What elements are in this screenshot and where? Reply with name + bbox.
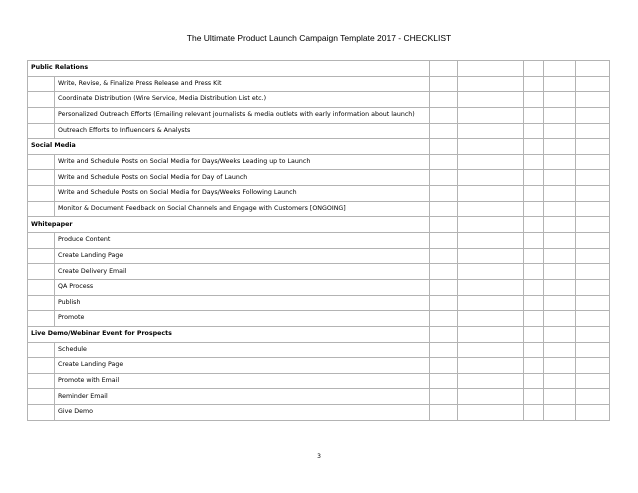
status-cell[interactable] <box>524 279 544 295</box>
status-cell[interactable] <box>576 76 610 92</box>
task-row <box>28 358 610 374</box>
status-cell[interactable] <box>458 170 524 186</box>
indent-cell <box>28 295 55 311</box>
status-cell[interactable] <box>576 295 610 311</box>
status-cell[interactable] <box>430 405 458 421</box>
status-cell[interactable] <box>576 233 610 249</box>
task-row <box>28 233 610 249</box>
task-label: Reminder Email <box>55 389 430 405</box>
status-cell[interactable] <box>576 342 610 358</box>
status-cell[interactable] <box>544 107 576 123</box>
status-cell[interactable] <box>430 373 458 389</box>
status-cell[interactable] <box>576 248 610 264</box>
status-cell[interactable] <box>524 295 544 311</box>
status-cell[interactable] <box>524 405 544 421</box>
status-cell[interactable] <box>576 201 610 217</box>
status-cell[interactable] <box>524 248 544 264</box>
indent-cell <box>28 233 55 249</box>
status-cell[interactable] <box>544 326 576 342</box>
status-cell[interactable] <box>458 405 524 421</box>
status-cell[interactable] <box>430 170 458 186</box>
status-cell[interactable] <box>544 233 576 249</box>
task-label: Write, Revise, & Finalize Press Release and Press Kit <box>55 76 430 92</box>
task-label: Create Landing Page <box>55 248 430 264</box>
task-row <box>28 342 610 358</box>
status-cell[interactable] <box>524 233 544 249</box>
status-cell[interactable] <box>576 61 610 77</box>
indent-cell <box>28 311 55 327</box>
status-cell[interactable] <box>458 326 524 342</box>
status-cell[interactable] <box>430 107 458 123</box>
task-row <box>28 154 610 170</box>
task-row <box>28 170 610 186</box>
status-cell[interactable] <box>458 186 524 202</box>
indent-cell <box>28 342 55 358</box>
status-cell[interactable] <box>524 326 544 342</box>
status-cell[interactable] <box>430 61 458 77</box>
indent-cell <box>28 248 55 264</box>
task-label: Create Landing Page <box>55 358 430 374</box>
task-label: Schedule <box>55 342 430 358</box>
section-label: Live Demo/Webinar Event for Prospects <box>28 326 430 342</box>
status-cell[interactable] <box>544 186 576 202</box>
section-header-row <box>28 217 610 233</box>
status-cell[interactable] <box>430 92 458 108</box>
status-cell[interactable] <box>544 311 576 327</box>
status-cell[interactable] <box>430 279 458 295</box>
indent-cell <box>28 201 55 217</box>
task-row <box>28 279 610 295</box>
status-cell[interactable] <box>430 123 458 139</box>
status-cell[interactable] <box>576 186 610 202</box>
status-cell[interactable] <box>576 107 610 123</box>
task-label: Monitor & Document Feedback on Social Channels and Engage with Customers [ONGOING] <box>55 201 430 217</box>
task-row <box>28 107 610 123</box>
status-cell[interactable] <box>524 264 544 280</box>
status-cell[interactable] <box>458 373 524 389</box>
section-label: Social Media <box>28 139 430 155</box>
status-cell[interactable] <box>524 123 544 139</box>
indent-cell <box>28 107 55 123</box>
indent-cell <box>28 405 55 421</box>
status-cell[interactable] <box>544 373 576 389</box>
status-cell[interactable] <box>430 233 458 249</box>
status-cell[interactable] <box>430 295 458 311</box>
status-cell[interactable] <box>524 92 544 108</box>
status-cell[interactable] <box>430 342 458 358</box>
status-cell[interactable] <box>544 170 576 186</box>
status-cell[interactable] <box>458 154 524 170</box>
status-cell[interactable] <box>458 107 524 123</box>
status-cell[interactable] <box>524 358 544 374</box>
task-label: Publish <box>55 295 430 311</box>
task-label: Promote <box>55 311 430 327</box>
status-cell[interactable] <box>544 92 576 108</box>
status-cell[interactable] <box>524 311 544 327</box>
status-cell[interactable] <box>524 154 544 170</box>
status-cell[interactable] <box>576 154 610 170</box>
status-cell[interactable] <box>430 139 458 155</box>
status-cell[interactable] <box>430 389 458 405</box>
status-cell[interactable] <box>524 373 544 389</box>
status-cell[interactable] <box>544 342 576 358</box>
status-cell[interactable] <box>524 76 544 92</box>
status-cell[interactable] <box>524 107 544 123</box>
status-cell[interactable] <box>544 358 576 374</box>
status-cell[interactable] <box>458 201 524 217</box>
status-cell[interactable] <box>430 201 458 217</box>
status-cell[interactable] <box>524 389 544 405</box>
task-label: Write and Schedule Posts on Social Media for Day of Launch <box>55 170 430 186</box>
task-label: Create Delivery Email <box>55 264 430 280</box>
status-cell[interactable] <box>524 61 544 77</box>
task-row <box>28 186 610 202</box>
indent-cell <box>28 389 55 405</box>
status-cell[interactable] <box>524 217 544 233</box>
status-cell[interactable] <box>544 248 576 264</box>
task-row <box>28 311 610 327</box>
task-row <box>28 92 610 108</box>
task-label: QA Process <box>55 279 430 295</box>
section-header-row <box>28 61 610 77</box>
task-row <box>28 389 610 405</box>
indent-cell <box>28 264 55 280</box>
status-cell[interactable] <box>430 326 458 342</box>
indent-cell <box>28 170 55 186</box>
status-cell[interactable] <box>430 358 458 374</box>
status-cell[interactable] <box>458 233 524 249</box>
status-cell[interactable] <box>544 389 576 405</box>
indent-cell <box>28 92 55 108</box>
page-number: 3 <box>317 453 321 460</box>
status-cell[interactable] <box>544 139 576 155</box>
status-cell[interactable] <box>458 61 524 77</box>
status-cell[interactable] <box>576 139 610 155</box>
indent-cell <box>28 123 55 139</box>
status-cell[interactable] <box>576 217 610 233</box>
status-cell[interactable] <box>544 76 576 92</box>
task-row <box>28 248 610 264</box>
status-cell[interactable] <box>458 139 524 155</box>
status-cell[interactable] <box>576 389 610 405</box>
status-cell[interactable] <box>576 373 610 389</box>
status-cell[interactable] <box>458 358 524 374</box>
status-cell[interactable] <box>524 186 544 202</box>
status-cell[interactable] <box>576 326 610 342</box>
task-label: Coordinate Distribution (Wire Service, Media Distribution List etc.) <box>55 92 430 108</box>
task-label: Personalized Outreach Efforts (Emailing relevant journalists & media outlets with early information about launch) <box>55 107 430 123</box>
section-label: Public Relations <box>28 61 430 77</box>
status-cell[interactable] <box>458 217 524 233</box>
status-cell[interactable] <box>458 342 524 358</box>
status-cell[interactable] <box>544 123 576 139</box>
status-cell[interactable] <box>576 311 610 327</box>
section-header-row <box>28 139 610 155</box>
status-cell[interactable] <box>576 405 610 421</box>
status-cell[interactable] <box>430 76 458 92</box>
status-cell[interactable] <box>544 61 576 77</box>
status-cell[interactable] <box>576 92 610 108</box>
document-title: The Ultimate Product Launch Campaign Template 2017 - CHECKLIST <box>186 33 452 43</box>
task-label: Write and Schedule Posts on Social Media for Days/Weeks Leading up to Launch <box>55 154 430 170</box>
status-cell[interactable] <box>544 405 576 421</box>
status-cell[interactable] <box>576 358 610 374</box>
task-row <box>28 405 610 421</box>
checklist-body <box>28 61 610 421</box>
status-cell[interactable] <box>544 264 576 280</box>
status-cell[interactable] <box>458 76 524 92</box>
status-cell[interactable] <box>458 295 524 311</box>
indent-cell <box>28 154 55 170</box>
status-cell[interactable] <box>576 264 610 280</box>
status-cell[interactable] <box>544 217 576 233</box>
status-cell[interactable] <box>524 342 544 358</box>
indent-cell <box>28 373 55 389</box>
status-cell[interactable] <box>524 139 544 155</box>
section-header-row <box>28 326 610 342</box>
task-row <box>28 295 610 311</box>
status-cell[interactable] <box>458 264 524 280</box>
task-row <box>28 76 610 92</box>
status-cell[interactable] <box>524 201 544 217</box>
task-label: Write and Schedule Posts on Social Media for Days/Weeks Following Launch <box>55 186 430 202</box>
status-cell[interactable] <box>430 217 458 233</box>
status-cell[interactable] <box>458 389 524 405</box>
status-cell[interactable] <box>458 279 524 295</box>
status-cell[interactable] <box>430 154 458 170</box>
indent-cell <box>28 186 55 202</box>
status-cell[interactable] <box>544 279 576 295</box>
status-cell[interactable] <box>544 201 576 217</box>
task-label: Produce Content <box>55 233 430 249</box>
status-cell[interactable] <box>458 311 524 327</box>
status-cell[interactable] <box>544 154 576 170</box>
status-cell[interactable] <box>430 264 458 280</box>
task-row <box>28 373 610 389</box>
task-label: Promote with Email <box>55 373 430 389</box>
indent-cell <box>28 358 55 374</box>
task-label: Outreach Efforts to Influencers & Analysts <box>55 123 430 139</box>
indent-cell <box>28 76 55 92</box>
status-cell[interactable] <box>544 295 576 311</box>
status-cell[interactable] <box>458 248 524 264</box>
task-row <box>28 123 610 139</box>
status-cell[interactable] <box>458 92 524 108</box>
status-cell[interactable] <box>430 248 458 264</box>
status-cell[interactable] <box>576 170 610 186</box>
task-row <box>28 201 610 217</box>
section-label: Whitepaper <box>28 217 430 233</box>
status-cell[interactable] <box>430 186 458 202</box>
status-cell[interactable] <box>576 123 610 139</box>
status-cell[interactable] <box>458 123 524 139</box>
task-row <box>28 264 610 280</box>
status-cell[interactable] <box>576 279 610 295</box>
status-cell[interactable] <box>524 170 544 186</box>
checklist-table <box>27 60 610 421</box>
task-label: Give Demo <box>55 405 430 421</box>
indent-cell <box>28 279 55 295</box>
status-cell[interactable] <box>430 311 458 327</box>
